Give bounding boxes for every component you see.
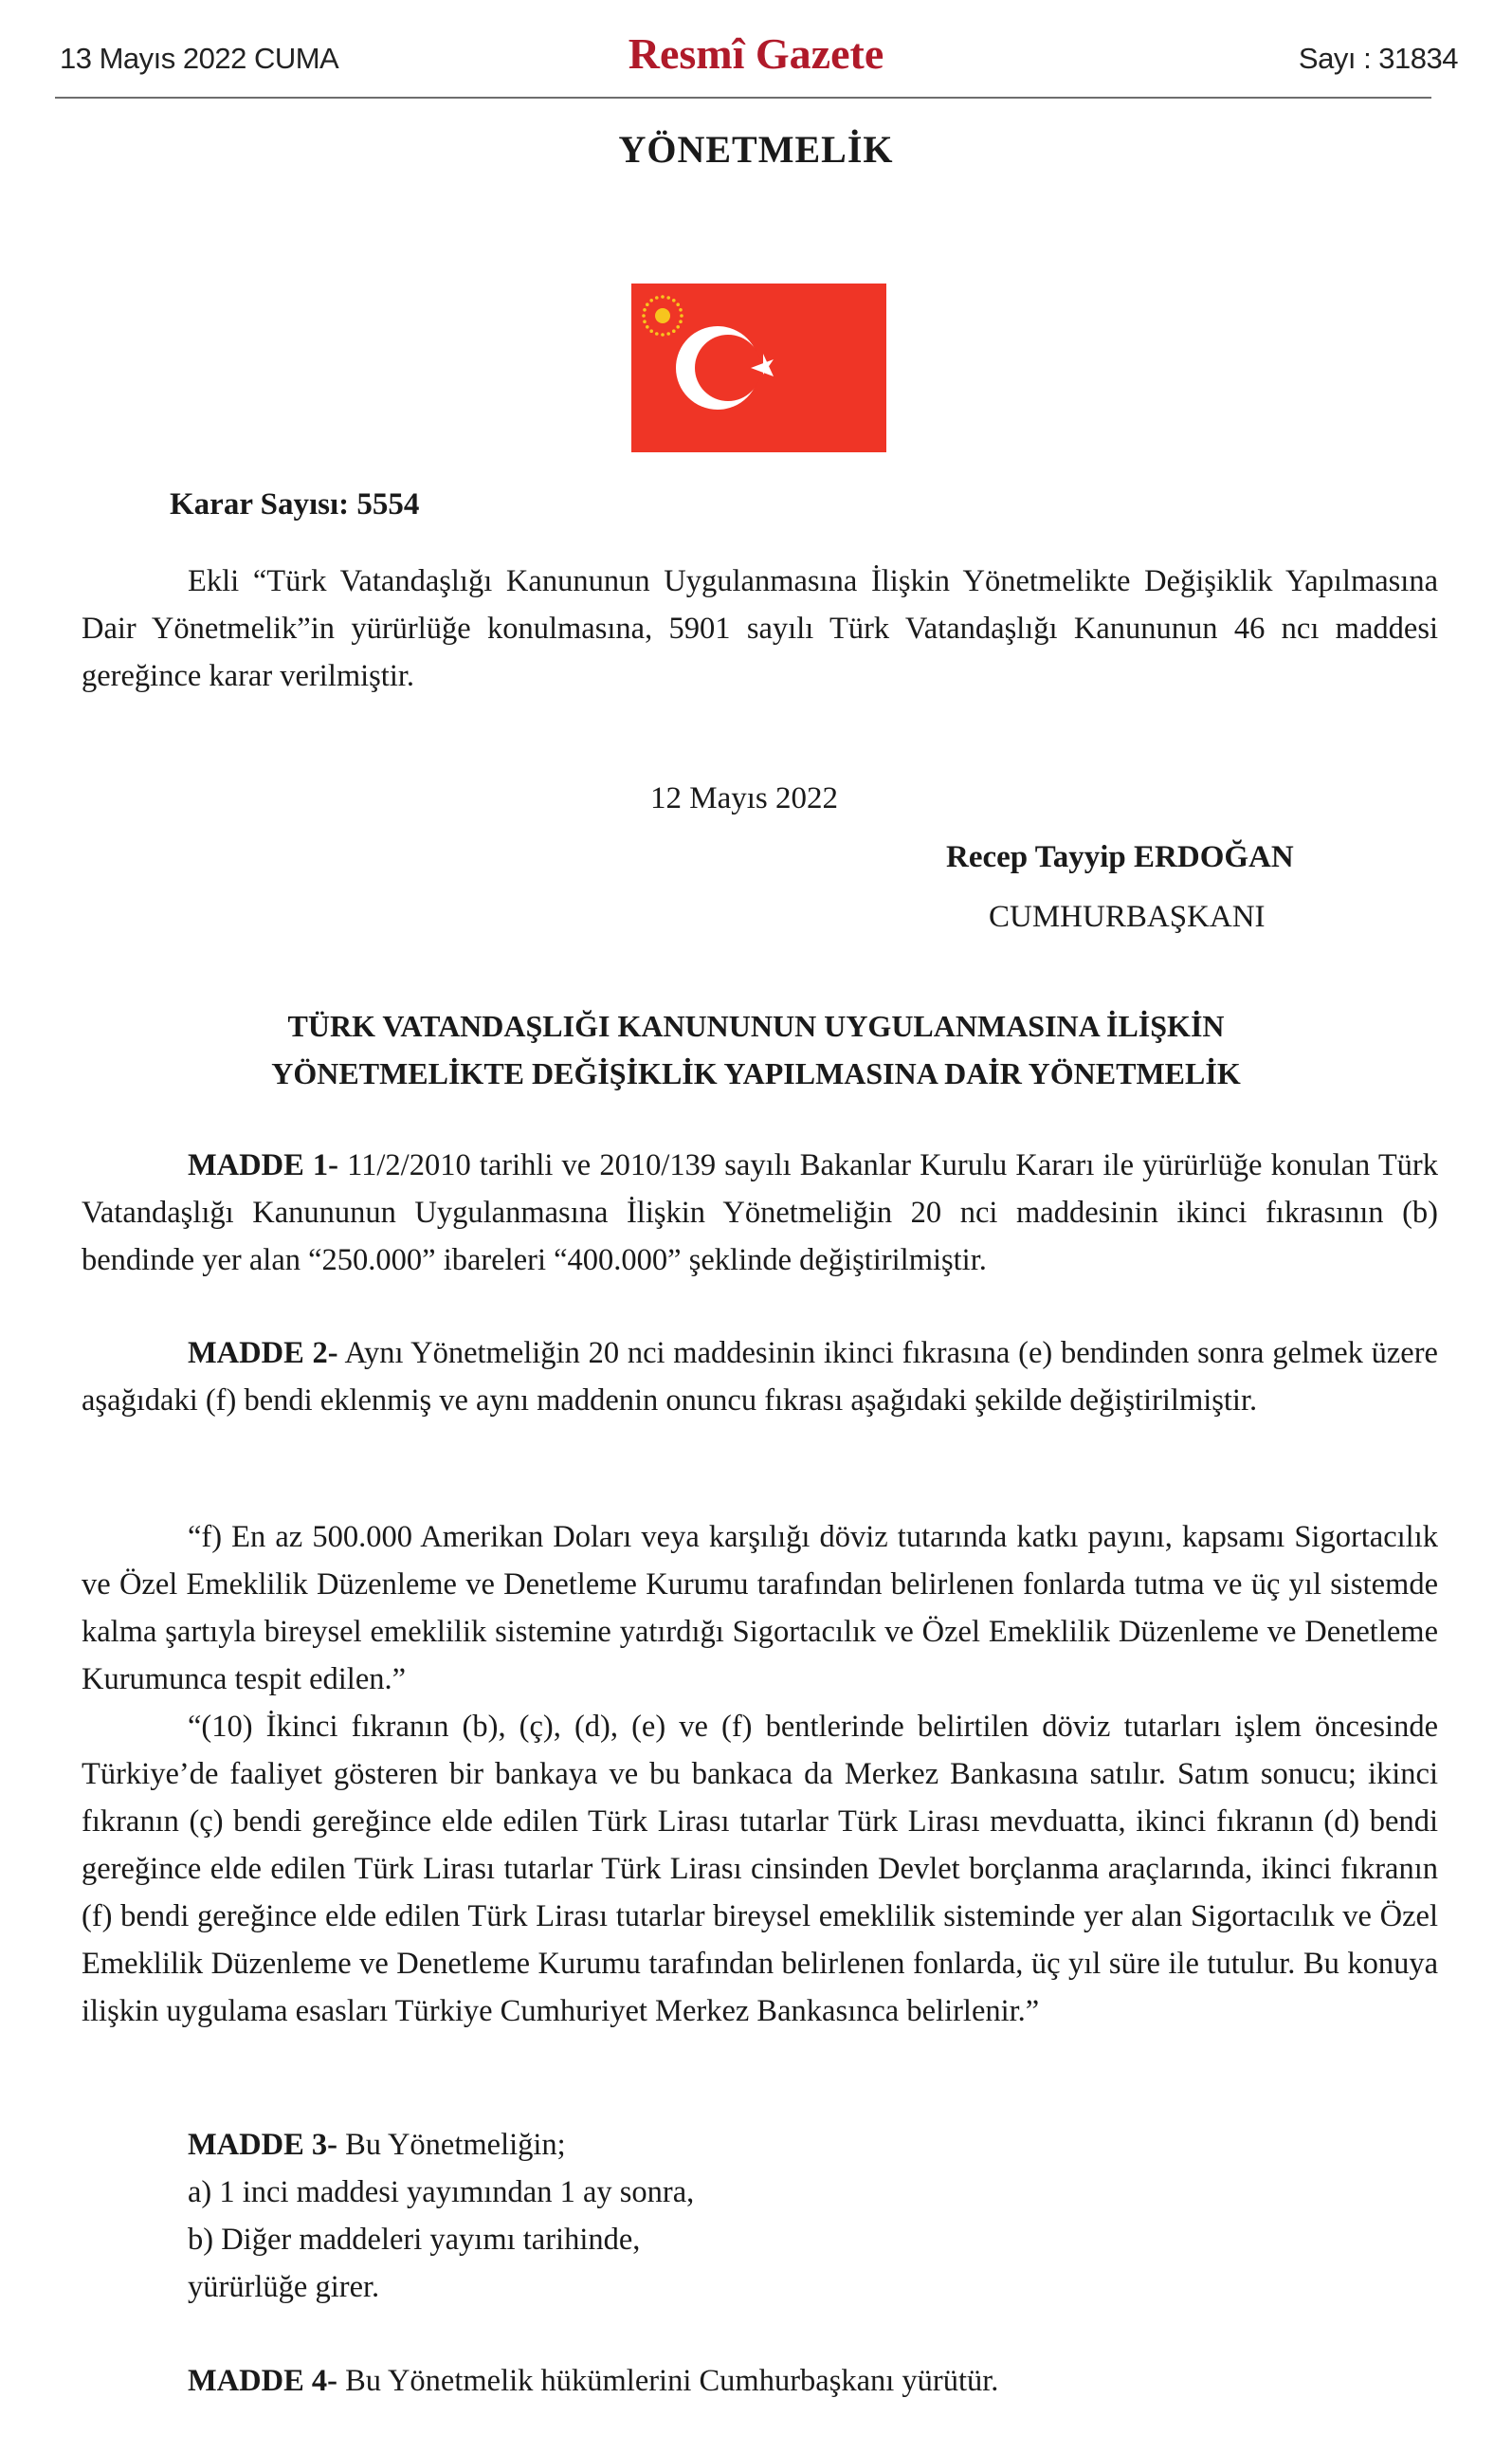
article-text: Aynı Yönetmeliğin 20 nci maddesinin ikinci fıkrasına (e) bendinden sonra gelmek üzere aşağıdaki (f) bendi eklenmiş ve aynı maddenin onuncu fıkrası aşağıdaki şekilde değiştirilmiştir. — [82, 1336, 1438, 1418]
decree-number: Karar Sayısı: 5554 — [170, 487, 420, 522]
regulation-title — [0, 1002, 1512, 1097]
article-label: MADDE 4- — [188, 2364, 337, 2398]
article-4 — [188, 2357, 998, 2405]
decree-text — [82, 558, 1438, 700]
article-2 — [82, 1329, 1438, 1424]
article-3-item-b: b) Diğer maddeleri yayımı tarihinde, — [188, 2223, 641, 2257]
article-text: Bu Yönetmelik hükümlerini Cumhurbaşkanı yürütür. — [337, 2364, 999, 2398]
article-text: 11/2/2010 tarihli ve 2010/139 sayılı Bakanlar Kurulu Kararı ile yürürlüğe konulan Türk Vatandaşlığı Kanununun Uygulanmasına İlişkin Yönetmeliğin 20 nci maddesinin ikinci fıkrasının (b) bendinde yer alan “250.000” ibareleri “400.000” şeklinde değiştirilmiştir. — [82, 1148, 1438, 1277]
clause-text: “(10) İkinci fıkranın (b), (ç), (d), (e) ve (f) bentlerinde belirtilen döviz tutarları işlem öncesinde Türkiye’de faaliyet gösteren bir bankaya ve bu bankaca da Merkez Bankasına satılır. Satım sonucu; ikinci fıkranın (ç) bendi gereğince elde edilen Türk Lirası tutarlar Türk Lirası mevduatta, ikinci fıkranın (d) bendi gereğince elde edilen Türk Lirası tutarlar Türk Lirası cinsinden Devlet borçlanma araçlarında, ikinci fıkranın (f) bendi gereğince elde edilen Türk Lirası tutarlar bireysel emeklilik sisteminde yer alan Sigortacılık ve Özel Emeklilik Düzenleme ve Denetleme Kurumu tarafından belirlenen fonlarda, üç yıl süre ile tutulur. Bu konuya ilişkin uygulama esasları Türkiye Cumhuriyet Merkez Bankasınca belirlenir.” — [82, 1710, 1438, 2028]
section-title: YÖNETMELİK — [618, 128, 894, 171]
article-1 — [82, 1142, 1438, 1284]
signer-title: CUMHURBAŞKANI — [989, 900, 1266, 934]
header-divider — [55, 97, 1431, 99]
regulation-title-line2: YÖNETMELİKTE DEĞİŞİKLİK YAPILMASINA DAİR YÖNETMELİK — [271, 1056, 1241, 1090]
signer-name: Recep Tayyip ERDOĞAN — [946, 840, 1294, 874]
article-2-clause-f — [82, 1513, 1438, 1703]
gazette-title: Resmî Gazete — [628, 29, 884, 78]
article-label: MADDE 1- — [188, 1148, 338, 1182]
decree-body: Ekli “Türk Vatandaşlığı Kanununun Uygulanmasına İlişkin Yönetmelikte Değişiklik Yapılmasına Dair Yönetmelik”in yürürlüğe konulmasına, 5901 sayılı Türk Vatandaşlığı Kanununun 46 ncı maddesi gereğince karar verilmiştir. — [82, 564, 1438, 693]
article-label: MADDE 3- — [188, 2128, 337, 2162]
article-3-closing: yürürlüğe girer. — [188, 2270, 380, 2304]
clause-text: “f) En az 500.000 Amerikan Doları veya karşılığı döviz tutarında katkı payını, kapsamı Sigortacılık ve Özel Emeklilik Düzenleme ve Denetleme Kurumu tarafından belirlenen fonlarda tutma ve üç yıl sistemde kalma şartıyla bireysel emeklilik sistemine yatırdığı Sigortacılık ve Özel Emeklilik Düzenleme ve Denetleme Kurumunca tespit edilen.” — [82, 1520, 1438, 1696]
gazette-date: 13 Mayıs 2022 CUMA — [60, 42, 339, 75]
gazette-issue-number: Sayı : 31834 — [1298, 42, 1458, 75]
turkish-presidential-flag-icon — [631, 284, 886, 452]
article-2-paragraph-10 — [82, 1703, 1438, 2035]
article-3-item-a: a) 1 inci maddesi yayımından 1 ay sonra, — [188, 2175, 695, 2209]
article-3 — [188, 2121, 694, 2311]
decree-date: 12 Mayıs 2022 — [650, 781, 838, 815]
article-text: Bu Yönetmeliğin; — [337, 2128, 566, 2162]
article-label: MADDE 2- — [188, 1336, 338, 1370]
regulation-title-line1: TÜRK VATANDAŞLIĞI KANUNUNUN UYGULANMASINA İLİŞKİN — [287, 1009, 1225, 1043]
